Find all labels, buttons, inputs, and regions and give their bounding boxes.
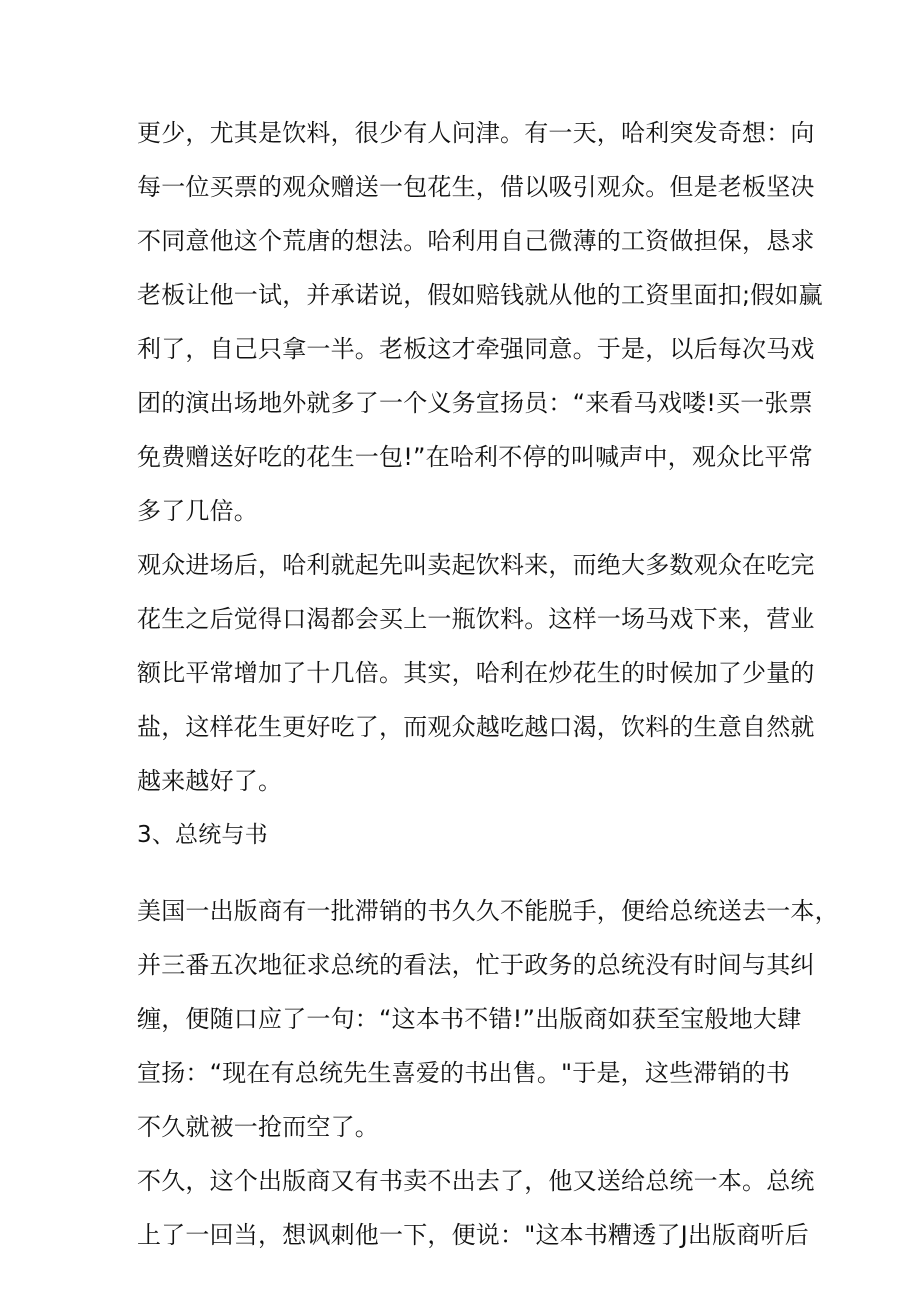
text-line: 不久就被一抢而空了。 xyxy=(137,1113,379,1141)
text-line: 更少，尤其是饮料，很少有人问津。有一天，哈利突发奇想：向 xyxy=(137,119,815,147)
text-line: 观众进场后，哈利就起先叫卖起饮料来，而绝大多数观众在吃完 xyxy=(137,551,815,579)
text-line: 上了一回当，想讽刺他一下，便说："这本书糟透了J出版商听后 xyxy=(137,1221,809,1249)
text-line: 老板让他一试，并承诺说，假如赔钱就从他的工资里面扣;假如赢 xyxy=(137,281,823,309)
text-line: 美国一出版商有一批滞销的书久久不能脱手，便给总统送去一本， xyxy=(137,897,839,925)
text-line: 越来越好了。 xyxy=(137,767,283,795)
text-line: 盐，这样花生更好吃了，而观众越吃越口渴，饮料的生意自然就 xyxy=(137,713,815,741)
text-line: 免费赠送好吃的花生一包!”在哈利不停的叫喊声中，观众比平常 xyxy=(137,443,813,471)
text-line: 团的演出场地外就多了一个义务宣扬员：“来看马戏喽!买一张票 xyxy=(137,389,813,417)
text-line: 宣扬：“现在有总统先生喜爱的书出售。"于是，这些滞销的书 xyxy=(137,1059,791,1087)
text-line: 缠，便随口应了一句：“这本书不错!”出版商如获至宝般地大肆 xyxy=(137,1005,802,1033)
text-line: 每一位买票的观众赠送一包花生，借以吸引观众。但是老板坚决 xyxy=(137,173,815,201)
text-line: 额比平常增加了十几倍。其实，哈利在炒花生的时候加了少量的 xyxy=(137,659,815,687)
text-line: 并三番五次地征求总统的看法，忙于政务的总统没有时间与其纠 xyxy=(137,951,815,979)
section-heading: 3、总统与书 xyxy=(137,822,268,848)
text-line: 多了几倍。 xyxy=(137,497,258,525)
text-line: 利了，自己只拿一半。老板这才牵强同意。于是，以后每次马戏 xyxy=(137,335,815,363)
text-line: 花生之后觉得口渴都会买上一瓶饮料。这样一场马戏下来，营业 xyxy=(137,605,815,633)
text-line: 不久，这个出版商又有书卖不出去了，他又送给总统一本。总统 xyxy=(137,1167,815,1195)
text-line: 不同意他这个荒唐的想法。哈利用自己微薄的工资做担保，恳求 xyxy=(137,227,815,255)
